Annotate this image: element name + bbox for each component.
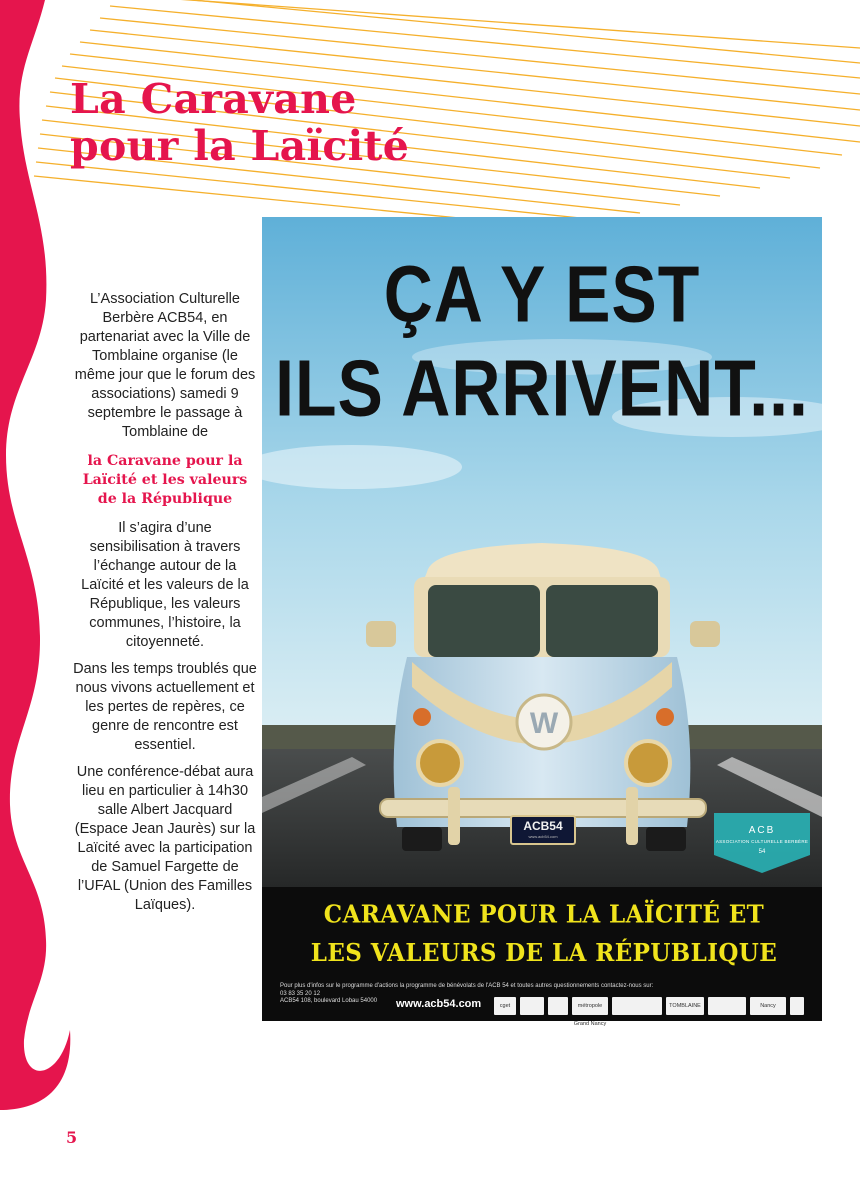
badge-name: ACB <box>748 825 776 836</box>
poster-footer <box>262 887 822 1027</box>
paragraph-conference: Une conférence-débat aura lieu en particulier à 14h30 salle Albert Jacquard (Espace Jean Jaurès) sur la Laïcité avec la participation de Samuel Fargette de l’UFAL (Union des Familles Laïques). <box>74 764 256 913</box>
indicator-left <box>413 708 431 726</box>
bumper-guard-left <box>448 787 460 845</box>
poster-footer-title <box>270 895 818 973</box>
acb-badge <box>714 813 810 869</box>
license-plate <box>510 815 576 845</box>
indicator-right <box>656 708 674 726</box>
partner-logo <box>708 997 746 1015</box>
title-line-2: pour la Laïcité <box>70 122 410 170</box>
highlight-text: la Caravane pour la Laïcité et les valeurs de la République <box>82 453 248 507</box>
mirror-left <box>366 621 396 647</box>
headlight-right <box>626 741 670 785</box>
vw-van <box>366 543 720 851</box>
paragraph-sensibilisation: Il s’agira d’une sensibilisation à travers l’échange autour de la Laïcité et les valeurs de la République, les valeurs communes, l’histoire, la citoyenneté. <box>81 520 249 650</box>
page-title <box>70 76 409 170</box>
title-line-1: La Caravane <box>70 75 357 123</box>
plate-url: www.acb54.com <box>528 834 558 839</box>
mirror-right <box>690 621 720 647</box>
plate-text: ACB54 <box>523 819 563 833</box>
info-phone: 03 83 35 20 12 <box>280 990 321 997</box>
left-wave-shape <box>0 0 70 1110</box>
partner-logo <box>520 997 544 1015</box>
headline-line-2: ILS ARRIVENT... <box>275 343 809 434</box>
cloud <box>242 445 462 489</box>
event-poster <box>262 217 822 1027</box>
badge-number: 54 <box>758 849 766 855</box>
article-body <box>72 290 258 923</box>
partner-logo: cget <box>494 997 516 1015</box>
van-windshield-right <box>546 585 658 657</box>
paragraph-context: Dans les temps troublés que nous vivons actuellement et les pertes de repères, ce genre de rencontre est essentiel. <box>73 661 257 753</box>
van-windshield-left <box>428 585 540 657</box>
partner-logo <box>790 997 804 1015</box>
tire-left <box>402 827 442 851</box>
bumper-guard-right <box>626 787 638 845</box>
badge-subtitle: ASSOCIATION CULTURELLE BERBÈRE <box>715 839 809 844</box>
footer-title-line-2: LES VALEURS DE LA RÉPUBLIQUE <box>310 939 778 968</box>
page-number: 5 <box>66 1128 78 1147</box>
website-link[interactable]: www.acb54.com <box>396 998 482 1010</box>
paragraph-intro: L’Association Culturelle Berbère ACB54, en partenariat avec la Ville de Tomblaine organise (le même jour que le forum des associations) samedi 9 septembre le passage à Tomblaine de <box>74 291 256 440</box>
info-address: ACB54 108, boulevard Lobau 54000 <box>280 998 378 1004</box>
footer-title-line-1: CARAVANE POUR LA LAÏCITÉ ET <box>323 900 765 929</box>
poster-headline <box>262 247 822 436</box>
headline-line-1: ÇA Y EST <box>383 249 701 340</box>
partner-logo: TOMBLAINE <box>666 997 704 1015</box>
svg-text:W: W <box>529 707 559 740</box>
headlight-left <box>418 741 462 785</box>
info-line: Pour plus d'infos sur le programme d'actions la programme de bénévolats de l'ACB 54 et toutes autres questionnements contactez-nous sur: <box>280 983 654 989</box>
partner-logo: Nancy <box>750 997 786 1015</box>
partner-logo <box>548 997 568 1015</box>
partner-logo <box>612 997 662 1015</box>
partner-logo: métropole Grand Nancy <box>572 997 608 1015</box>
tire-right <box>646 827 686 851</box>
